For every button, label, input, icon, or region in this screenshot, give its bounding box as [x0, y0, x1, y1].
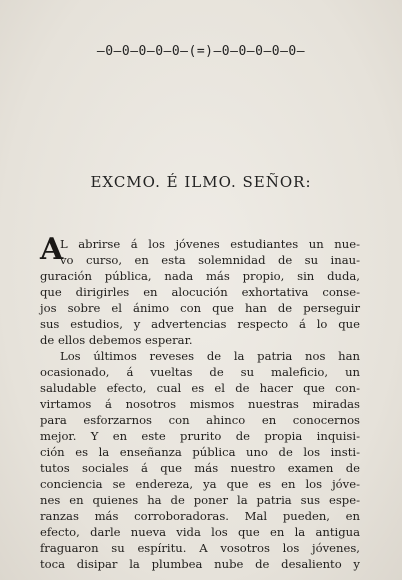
ornamental-divider: —0—0—0—0—0—(=)—0—0—0—0—0—	[96, 44, 306, 59]
text-line: fraguaron su espíritu. A vosotros los jóvenes,	[40, 541, 360, 555]
text-line: conciencia se endereza, ya que es en los jóve-	[40, 477, 360, 491]
text-line: sus estudios, y advertencias respecto á lo que	[40, 317, 360, 331]
text-line: ocasionado, á vueltas de su maleficio, un	[40, 365, 360, 379]
salutation-heading: EXCMO. É ILMO. SEÑOR:	[90, 173, 312, 191]
text-line: de ellos debemos esperar.	[40, 333, 193, 347]
text-line: para esforzarnos con ahinco en conocernos	[40, 413, 360, 427]
text-line: que dirigirles en alocución exhortativa conse-	[40, 285, 360, 299]
text-line: nes en quienes ha de poner la patria sus espe-	[40, 493, 360, 507]
text-line: Los últimos reveses de la patria nos han	[60, 349, 360, 363]
text-line: guración pública, nada más propio, sin duda,	[40, 269, 360, 283]
drop-cap-letter: A	[40, 232, 64, 267]
text-line: efecto, darle nueva vida los que en la antigua	[40, 525, 360, 539]
text-line: L abrirse á los jóvenes estudiantes un nue-	[60, 237, 360, 251]
text-line: ranzas más corroboradoras. Mal pueden, en	[40, 509, 360, 523]
text-line: vo curso, en esta solemnidad de su inau-	[60, 253, 360, 267]
text-line: ción es la enseñanza pública uno de los insti-	[40, 445, 360, 459]
text-line: virtamos á nosotros mismos nuestras miradas	[40, 397, 360, 411]
text-line: saludable efecto, cual es el de hacer que con-	[40, 381, 360, 395]
text-line: jos sobre el ánimo con que han de perseguir	[40, 301, 360, 315]
body-text	[40, 232, 360, 572]
text-line: toca disipar la plumbea nube de desaliento y	[40, 557, 360, 571]
text-line: mejor. Y en este prurito de propia inquisi-	[40, 429, 360, 443]
text-line: tutos sociales á que más nuestro examen de	[40, 461, 360, 475]
